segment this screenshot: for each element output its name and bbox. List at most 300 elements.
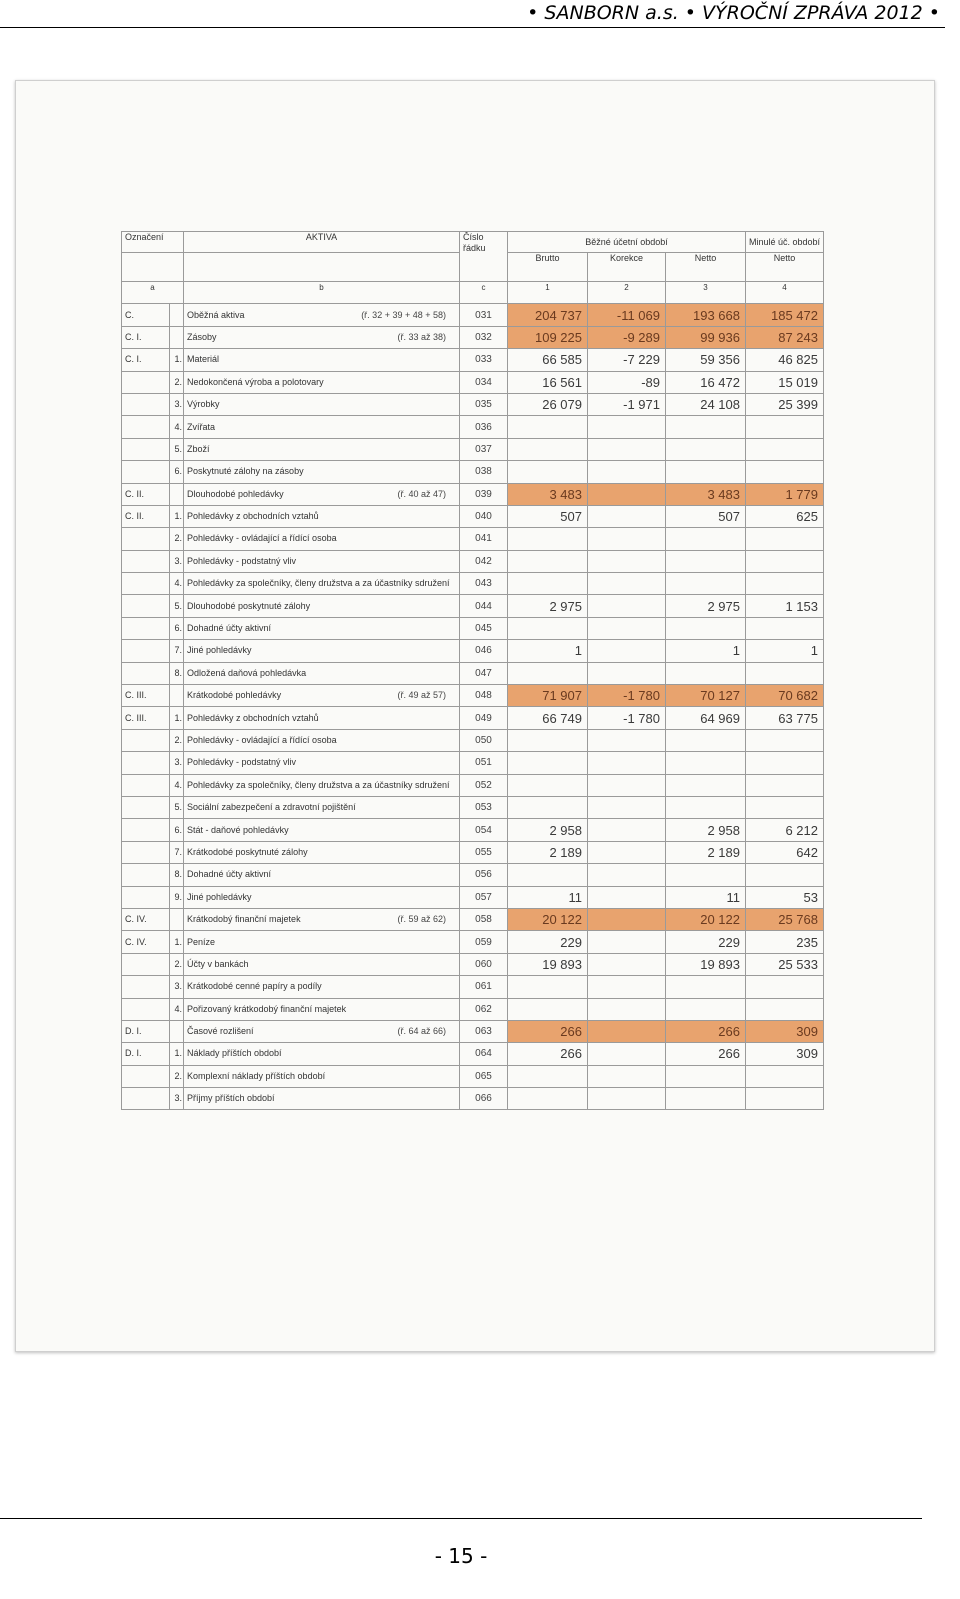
row-label: [184, 796, 460, 818]
minule-value: 625: [746, 505, 824, 527]
korekce-value: [588, 505, 666, 527]
minule-value: 25 768: [746, 908, 824, 930]
brutto-value: 66 749: [508, 707, 588, 729]
table-row: [122, 304, 824, 326]
minule-obdobi-header: Minulé úč. období: [746, 232, 824, 253]
row-number: 065: [460, 1065, 508, 1087]
table-row: [122, 595, 824, 617]
table-row: [122, 864, 824, 886]
row-number: 066: [460, 1088, 508, 1110]
scanned-document: [15, 80, 935, 1352]
netto-header: Netto: [666, 253, 746, 282]
table-row: [122, 707, 824, 729]
col-2-label: 2: [588, 282, 666, 304]
row-label: [184, 371, 460, 393]
row-label: [184, 528, 460, 550]
row-label: [184, 819, 460, 841]
row-label: [184, 550, 460, 572]
korekce-value: -1 971: [588, 393, 666, 415]
korekce-value: -7 229: [588, 349, 666, 371]
minule-value: [746, 416, 824, 438]
minule-value: 309: [746, 1020, 824, 1042]
row-label-text: Pohledávky z obchodních vztahů: [187, 712, 319, 723]
table-row: [122, 953, 824, 975]
row-label-text: Krátkodobé pohledávky: [187, 690, 282, 701]
netto-value: 19 893: [666, 953, 746, 975]
row-label-text: Dlouhodobé pohledávky: [187, 488, 284, 499]
netto-value: [666, 864, 746, 886]
row-code: [122, 864, 170, 886]
row-number: 036: [460, 416, 508, 438]
brutto-value: 266: [508, 1020, 588, 1042]
row-label-text: Dohadné účty aktivní: [187, 869, 272, 880]
minule-value: 25 399: [746, 393, 824, 415]
row-label-text: Zvířata: [187, 421, 216, 432]
row-number: 047: [460, 662, 508, 684]
brutto-value: [508, 573, 588, 595]
netto-value: 507: [666, 505, 746, 527]
table-row: [122, 819, 824, 841]
table-row: [122, 483, 824, 505]
netto-value: 70 127: [666, 685, 746, 707]
minule-value: 46 825: [746, 349, 824, 371]
brutto-value: [508, 774, 588, 796]
row-item-number: 6.: [170, 617, 184, 639]
brutto-value: 16 561: [508, 371, 588, 393]
table-row: [122, 1043, 824, 1065]
netto-value: 2 975: [666, 595, 746, 617]
row-item-number: 1.: [170, 349, 184, 371]
row-number: 040: [460, 505, 508, 527]
brutto-header: Brutto: [508, 253, 588, 282]
brutto-value: [508, 998, 588, 1020]
row-item-number: 3.: [170, 550, 184, 572]
row-label-text: Zásoby: [187, 331, 217, 342]
row-code: [122, 774, 170, 796]
row-number: 053: [460, 796, 508, 818]
row-label: [184, 752, 460, 774]
netto-value: 64 969: [666, 707, 746, 729]
row-code: [122, 729, 170, 751]
minule-value: 15 019: [746, 371, 824, 393]
row-label-text: Materiál: [187, 354, 220, 365]
row-range: (ř. 32 + 39 + 48 + 58): [361, 309, 446, 320]
row-code: [122, 841, 170, 863]
row-item-number: 4.: [170, 774, 184, 796]
korekce-value: [588, 617, 666, 639]
row-label-text: Zboží: [187, 443, 210, 454]
netto-value: [666, 752, 746, 774]
row-code: C. I.: [122, 326, 170, 348]
netto-value: [666, 1065, 746, 1087]
netto-value: 3 483: [666, 483, 746, 505]
row-code: [122, 1065, 170, 1087]
brutto-value: 507: [508, 505, 588, 527]
bezne-obdobi-header: Běžné účetní období: [508, 232, 746, 253]
korekce-value: [588, 752, 666, 774]
oznaceni-header: Označení: [122, 232, 184, 253]
row-number: 050: [460, 729, 508, 751]
row-label: [184, 707, 460, 729]
row-label-text: Pohledávky - podstatný vliv: [187, 757, 297, 768]
row-code: C. III.: [122, 707, 170, 729]
row-label-text: Odložená daňová pohledávka: [187, 667, 307, 678]
row-label: [184, 774, 460, 796]
minule-value: 642: [746, 841, 824, 863]
row-label: [184, 1020, 460, 1042]
korekce-value: [588, 729, 666, 751]
row-code: [122, 976, 170, 998]
netto-value: 11: [666, 886, 746, 908]
minule-value: 185 472: [746, 304, 824, 326]
row-code: D. I.: [122, 1020, 170, 1042]
korekce-value: [588, 662, 666, 684]
brutto-value: 1: [508, 640, 588, 662]
row-label: [184, 595, 460, 617]
minule-value: [746, 774, 824, 796]
minule-value: 6 212: [746, 819, 824, 841]
row-label-text: Výrobky: [187, 399, 220, 410]
row-label-text: Peníze: [187, 936, 216, 947]
korekce-value: [588, 573, 666, 595]
korekce-value: [588, 438, 666, 460]
row-number: 031: [460, 304, 508, 326]
row-item-number: 6.: [170, 461, 184, 483]
netto-value: 20 122: [666, 908, 746, 930]
row-item-number: 7.: [170, 841, 184, 863]
row-label-text: Oběžná aktiva: [187, 309, 245, 320]
row-code: [122, 796, 170, 818]
row-item-number: 2.: [170, 1065, 184, 1087]
netto-value: [666, 662, 746, 684]
netto-value: [666, 416, 746, 438]
row-label: [184, 461, 460, 483]
row-item-number: [170, 908, 184, 930]
table-row: [122, 1088, 824, 1110]
row-label-text: Dlouhodobé poskytnuté zálohy: [187, 600, 311, 611]
netto-value: 229: [666, 931, 746, 953]
row-code: D. I.: [122, 1043, 170, 1065]
table-row: [122, 796, 824, 818]
brutto-value: 266: [508, 1043, 588, 1065]
row-label-text: Pohledávky - podstatný vliv: [187, 555, 297, 566]
brutto-value: [508, 550, 588, 572]
table-row: [122, 416, 824, 438]
row-label: [184, 931, 460, 953]
netto-value: 59 356: [666, 349, 746, 371]
row-number: 042: [460, 550, 508, 572]
row-number: 033: [460, 349, 508, 371]
row-number: 044: [460, 595, 508, 617]
row-range: (ř. 64 až 66): [397, 1026, 446, 1037]
row-label: [184, 617, 460, 639]
minule-value: 63 775: [746, 707, 824, 729]
cislo-radku-header: Číslo řádku: [460, 232, 508, 282]
brutto-value: [508, 416, 588, 438]
brutto-value: 2 975: [508, 595, 588, 617]
row-item-number: [170, 326, 184, 348]
row-item-number: [170, 304, 184, 326]
page-header: • SANBORN a.s. • VÝROČNÍ ZPRÁVA 2012 •: [527, 2, 940, 24]
table-row: [122, 438, 824, 460]
minule-value: [746, 976, 824, 998]
row-number: 064: [460, 1043, 508, 1065]
table-row: [122, 729, 824, 751]
row-item-number: 3.: [170, 1088, 184, 1110]
brutto-value: [508, 864, 588, 886]
minule-value: [746, 864, 824, 886]
table-row: [122, 774, 824, 796]
row-code: [122, 1088, 170, 1110]
row-label: [184, 662, 460, 684]
korekce-value: -1 780: [588, 707, 666, 729]
brutto-value: [508, 1065, 588, 1087]
row-range: (ř. 59 až 62): [397, 914, 446, 925]
brutto-value: 11: [508, 886, 588, 908]
korekce-value: [588, 886, 666, 908]
brutto-value: 66 585: [508, 349, 588, 371]
row-label-text: Dohadné účty aktivní: [187, 623, 272, 634]
table-row: [122, 998, 824, 1020]
row-label: [184, 505, 460, 527]
netto-value: [666, 573, 746, 595]
netto-value: [666, 617, 746, 639]
row-label-text: Komplexní náklady příštích období: [187, 1070, 326, 1081]
row-label-text: Jiné pohledávky: [187, 645, 252, 656]
netto-value: 16 472: [666, 371, 746, 393]
row-number: 055: [460, 841, 508, 863]
row-number: 045: [460, 617, 508, 639]
netto-value: 99 936: [666, 326, 746, 348]
minule-value: [746, 998, 824, 1020]
minule-value: 1: [746, 640, 824, 662]
row-label-text: Jiné pohledávky: [187, 891, 252, 902]
netto-value: [666, 774, 746, 796]
table-row: [122, 349, 824, 371]
row-label: [184, 304, 460, 326]
brutto-value: [508, 729, 588, 751]
row-number: 052: [460, 774, 508, 796]
row-label-text: Nedokončená výroba a polotovary: [187, 376, 324, 387]
minule-value: 1 153: [746, 595, 824, 617]
netto-value: 266: [666, 1020, 746, 1042]
row-item-number: 8.: [170, 864, 184, 886]
korekce-value: [588, 976, 666, 998]
row-code: C. II.: [122, 483, 170, 505]
korekce-value: [588, 796, 666, 818]
korekce-value: [588, 774, 666, 796]
row-code: [122, 528, 170, 550]
row-item-number: 3.: [170, 393, 184, 415]
brutto-value: 20 122: [508, 908, 588, 930]
row-number: 046: [460, 640, 508, 662]
netto-minule-header: Netto: [746, 253, 824, 282]
row-label: [184, 1043, 460, 1065]
row-item-number: 5.: [170, 438, 184, 460]
row-item-number: 8.: [170, 662, 184, 684]
row-label: [184, 349, 460, 371]
table-row: [122, 685, 824, 707]
table-row: [122, 640, 824, 662]
row-label-text: Pohledávky za společníky, členy družstva a za účastníky sdružení: [187, 779, 450, 790]
col-b-label: b: [184, 282, 460, 304]
brutto-value: 3 483: [508, 483, 588, 505]
row-label-text: Pohledávky za společníky, členy družstva a za účastníky sdružení: [187, 578, 450, 589]
korekce-value: [588, 841, 666, 863]
table-row: [122, 841, 824, 863]
minule-value: [746, 729, 824, 751]
row-code: [122, 371, 170, 393]
row-item-number: 5.: [170, 595, 184, 617]
minule-value: [746, 438, 824, 460]
row-code: C. II.: [122, 505, 170, 527]
row-label-text: Pohledávky - ovládající a řídící osoba: [187, 533, 337, 544]
netto-value: [666, 438, 746, 460]
table-row: [122, 752, 824, 774]
row-number: 061: [460, 976, 508, 998]
row-label: [184, 998, 460, 1020]
row-item-number: 1.: [170, 1043, 184, 1065]
row-number: 035: [460, 393, 508, 415]
brutto-value: [508, 617, 588, 639]
header-row-1: [122, 232, 824, 253]
netto-value: [666, 1088, 746, 1110]
row-number: 056: [460, 864, 508, 886]
page-number: - 15 -: [434, 1544, 488, 1568]
netto-value: [666, 729, 746, 751]
netto-value: [666, 796, 746, 818]
korekce-value: [588, 1020, 666, 1042]
minule-value: 25 533: [746, 953, 824, 975]
row-code: C. III.: [122, 685, 170, 707]
header-rule: [0, 27, 945, 28]
row-code: [122, 617, 170, 639]
minule-value: [746, 461, 824, 483]
korekce-value: [588, 483, 666, 505]
row-code: [122, 595, 170, 617]
brutto-value: 19 893: [508, 953, 588, 975]
row-code: [122, 752, 170, 774]
minule-value: [746, 796, 824, 818]
korekce-value: [588, 1088, 666, 1110]
row-code: [122, 461, 170, 483]
row-number: 048: [460, 685, 508, 707]
row-label-text: Sociální zabezpečení a zdravotní pojištění: [187, 802, 356, 813]
brutto-value: [508, 796, 588, 818]
brutto-value: 71 907: [508, 685, 588, 707]
row-label: [184, 438, 460, 460]
brutto-value: [508, 438, 588, 460]
row-label: [184, 640, 460, 662]
row-number: 054: [460, 819, 508, 841]
korekce-value: -9 289: [588, 326, 666, 348]
row-label: [184, 1065, 460, 1087]
row-item-number: 2.: [170, 371, 184, 393]
brutto-value: [508, 528, 588, 550]
row-item-number: 2.: [170, 528, 184, 550]
row-item-number: 3.: [170, 976, 184, 998]
table-row: [122, 617, 824, 639]
row-number: 051: [460, 752, 508, 774]
korekce-value: [588, 416, 666, 438]
row-code: [122, 393, 170, 415]
row-number: 059: [460, 931, 508, 953]
netto-value: [666, 976, 746, 998]
row-label-text: Časové rozlišení: [187, 1026, 254, 1037]
row-code: [122, 953, 170, 975]
table-row: [122, 662, 824, 684]
row-label-text: Krátkodobé poskytnuté zálohy: [187, 846, 308, 857]
netto-value: [666, 528, 746, 550]
row-label: [184, 908, 460, 930]
row-label: [184, 685, 460, 707]
row-code: [122, 550, 170, 572]
korekce-header: Korekce: [588, 253, 666, 282]
netto-value: [666, 550, 746, 572]
row-label: [184, 953, 460, 975]
row-label-text: Náklady příštích období: [187, 1048, 282, 1059]
table-row: [122, 326, 824, 348]
row-label: [184, 326, 460, 348]
table-row: [122, 1065, 824, 1087]
row-item-number: [170, 1020, 184, 1042]
minule-value: [746, 573, 824, 595]
row-code: C.: [122, 304, 170, 326]
row-label: [184, 729, 460, 751]
korekce-value: [588, 864, 666, 886]
brutto-value: [508, 976, 588, 998]
korekce-value: [588, 931, 666, 953]
netto-value: 1: [666, 640, 746, 662]
balance-sheet-table: [121, 231, 824, 1110]
row-label: [184, 483, 460, 505]
netto-value: 24 108: [666, 393, 746, 415]
korekce-value: [588, 640, 666, 662]
row-code: [122, 998, 170, 1020]
minule-value: 70 682: [746, 685, 824, 707]
netto-value: [666, 461, 746, 483]
row-label-text: Krátkodobý finanční majetek: [187, 914, 301, 925]
row-range: (ř. 40 až 47): [397, 488, 446, 499]
korekce-value: [588, 953, 666, 975]
brutto-value: 109 225: [508, 326, 588, 348]
row-code: [122, 640, 170, 662]
minule-value: [746, 550, 824, 572]
minule-value: [746, 1088, 824, 1110]
minule-value: 235: [746, 931, 824, 953]
row-item-number: 1.: [170, 505, 184, 527]
korekce-value: [588, 819, 666, 841]
brutto-value: 2 958: [508, 819, 588, 841]
netto-value: 193 668: [666, 304, 746, 326]
row-code: [122, 438, 170, 460]
row-item-number: [170, 685, 184, 707]
col-3-label: 3: [666, 282, 746, 304]
row-item-number: [170, 483, 184, 505]
row-code: [122, 819, 170, 841]
row-label: [184, 416, 460, 438]
netto-value: 2 958: [666, 819, 746, 841]
col-a-label: a: [122, 282, 184, 304]
aktiva-header: AKTIVA: [184, 232, 460, 253]
table-row: [122, 550, 824, 572]
minule-value: [746, 662, 824, 684]
row-label-text: Účty v bankách: [187, 958, 249, 969]
korekce-value: -1 780: [588, 685, 666, 707]
row-number: 037: [460, 438, 508, 460]
brutto-value: 2 189: [508, 841, 588, 863]
table-row: [122, 528, 824, 550]
